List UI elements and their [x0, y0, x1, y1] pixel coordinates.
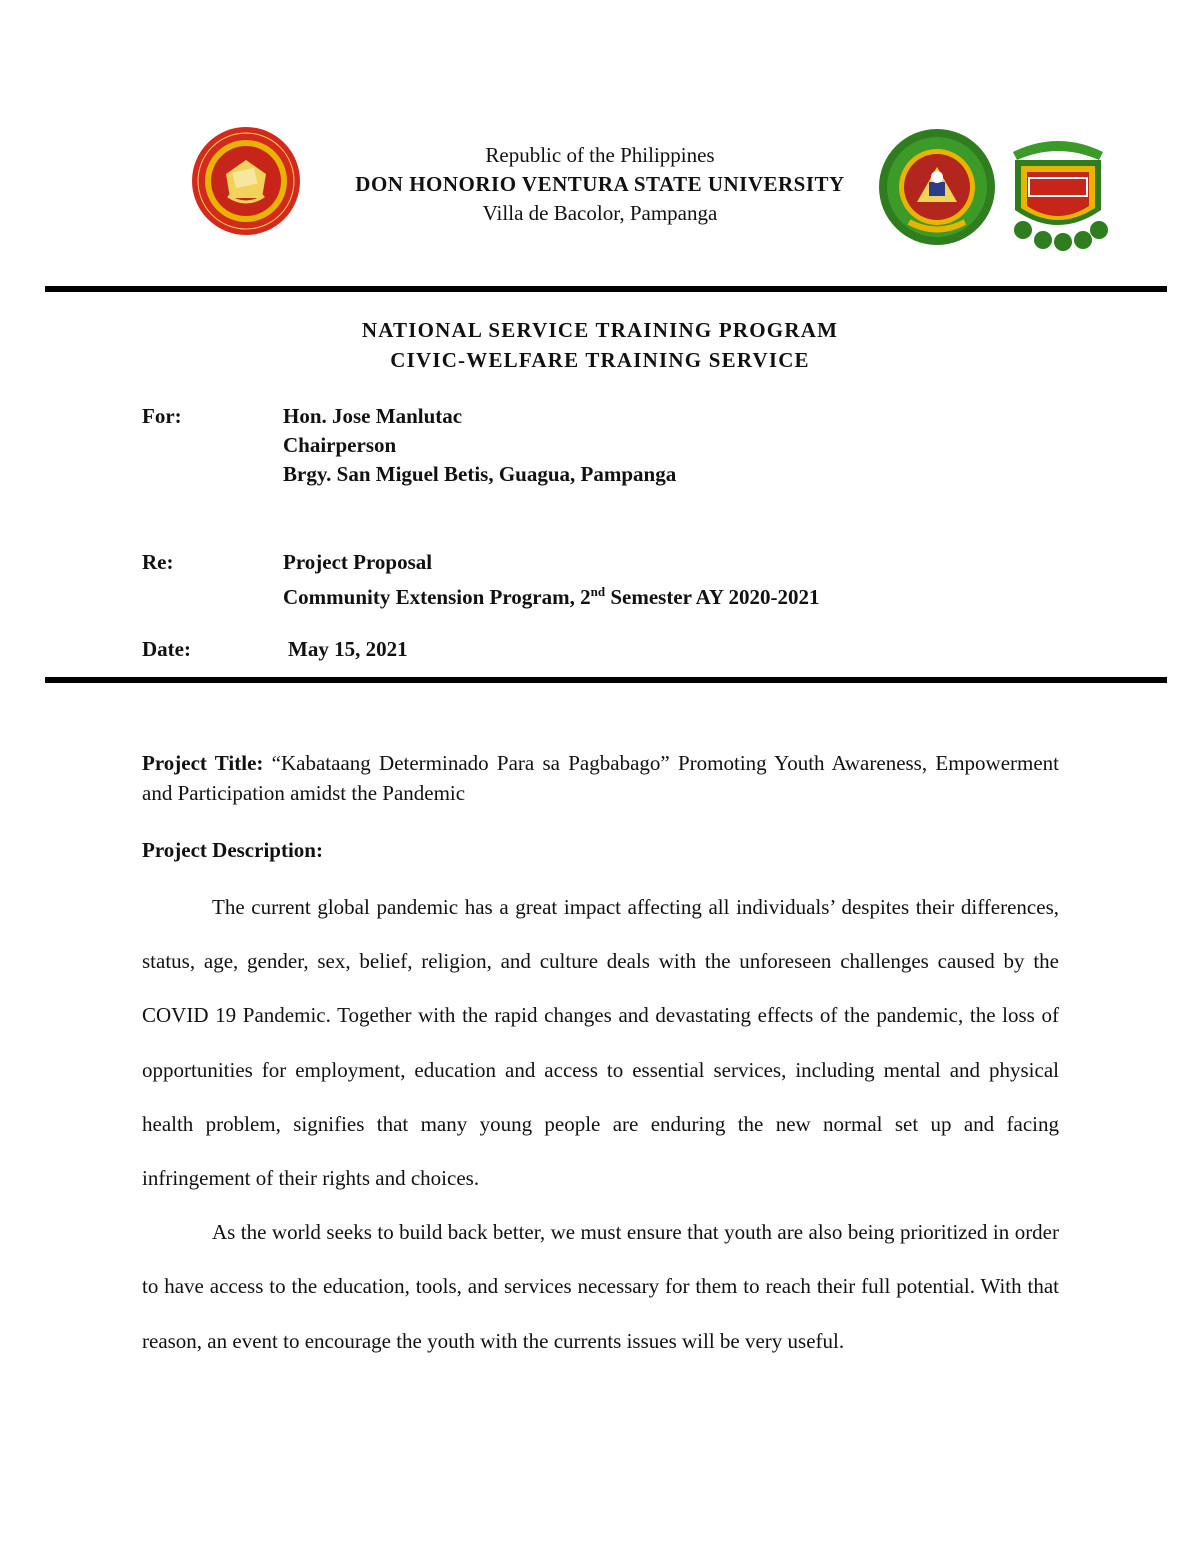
header-divider — [45, 286, 1167, 292]
re-label: Re: — [142, 550, 174, 574]
project-title-text: “Kabataang Determinado Para sa Pagbabago” Promoting Youth Awareness, Empowerment and Participation amidst the Pandemic — [142, 751, 1059, 805]
subject-line-1: Project Proposal — [283, 550, 433, 574]
subject-block — [283, 548, 820, 612]
letterhead — [300, 141, 900, 228]
recipient-name: Hon. Jose Manlutac — [283, 404, 463, 428]
ordinal-suffix: nd — [590, 584, 606, 599]
description-paragraph-1: The current global pandemic has a great impact affecting all individuals’ despites their differences, status, age, gender, sex, belief, religion, and culture deals with the unforeseen challenges caused by the COVID 19 Pandemic. Together with the rapid changes and devastating effects of the pandemic, the loss of opportunities for employment, education and access to essential services, including mental and physical health problem, signifies that many young people are enduring the new normal set up and facing infringement of their rights and choices. — [142, 895, 1059, 1191]
program-title — [200, 315, 1000, 375]
recipient-position: Chairperson — [283, 433, 397, 457]
university-name: DON HONORIO VENTURA STATE UNIVERSITY — [355, 172, 845, 196]
date-label: Date: — [142, 637, 191, 661]
program-line-2: CIVIC-WELFARE TRAINING SERVICE — [390, 348, 810, 372]
memo-divider — [45, 677, 1167, 683]
subject-line-2-rest: Semester AY 2020-2021 — [605, 585, 820, 609]
subject-line-2 — [283, 577, 820, 612]
recipient-address: Brgy. San Miguel Betis, Guagua, Pampanga — [283, 462, 677, 486]
project-title-label: Project Title: — [142, 751, 264, 775]
republic-line: Republic of the Philippines — [485, 143, 715, 167]
cwts-seal-logo — [1003, 130, 1113, 252]
description-body — [142, 880, 1059, 1368]
program-line-1: NATIONAL SERVICE TRAINING PROGRAM — [361, 318, 839, 342]
project-title — [142, 748, 1059, 808]
university-location: Villa de Bacolor, Pampanga — [482, 201, 718, 225]
project-title-block — [142, 748, 1059, 808]
description-paragraph-2: As the world seeks to build back better, we must ensure that youth are also being prioritized in order to have access to the education, tools, and services necessary for them to reach their full potential. With that reason, an event to encourage the youth with the currents issues will be very useful. — [142, 1220, 1059, 1353]
recipient-block — [283, 402, 676, 489]
for-label: For: — [142, 404, 182, 428]
date-value: May 15, 2021 — [288, 637, 408, 661]
project-description-heading: Project Description: — [142, 838, 323, 862]
dhvsu-seal-logo — [188, 126, 308, 236]
subject-line-2-text: Community Extension Program, 2 — [283, 585, 591, 609]
